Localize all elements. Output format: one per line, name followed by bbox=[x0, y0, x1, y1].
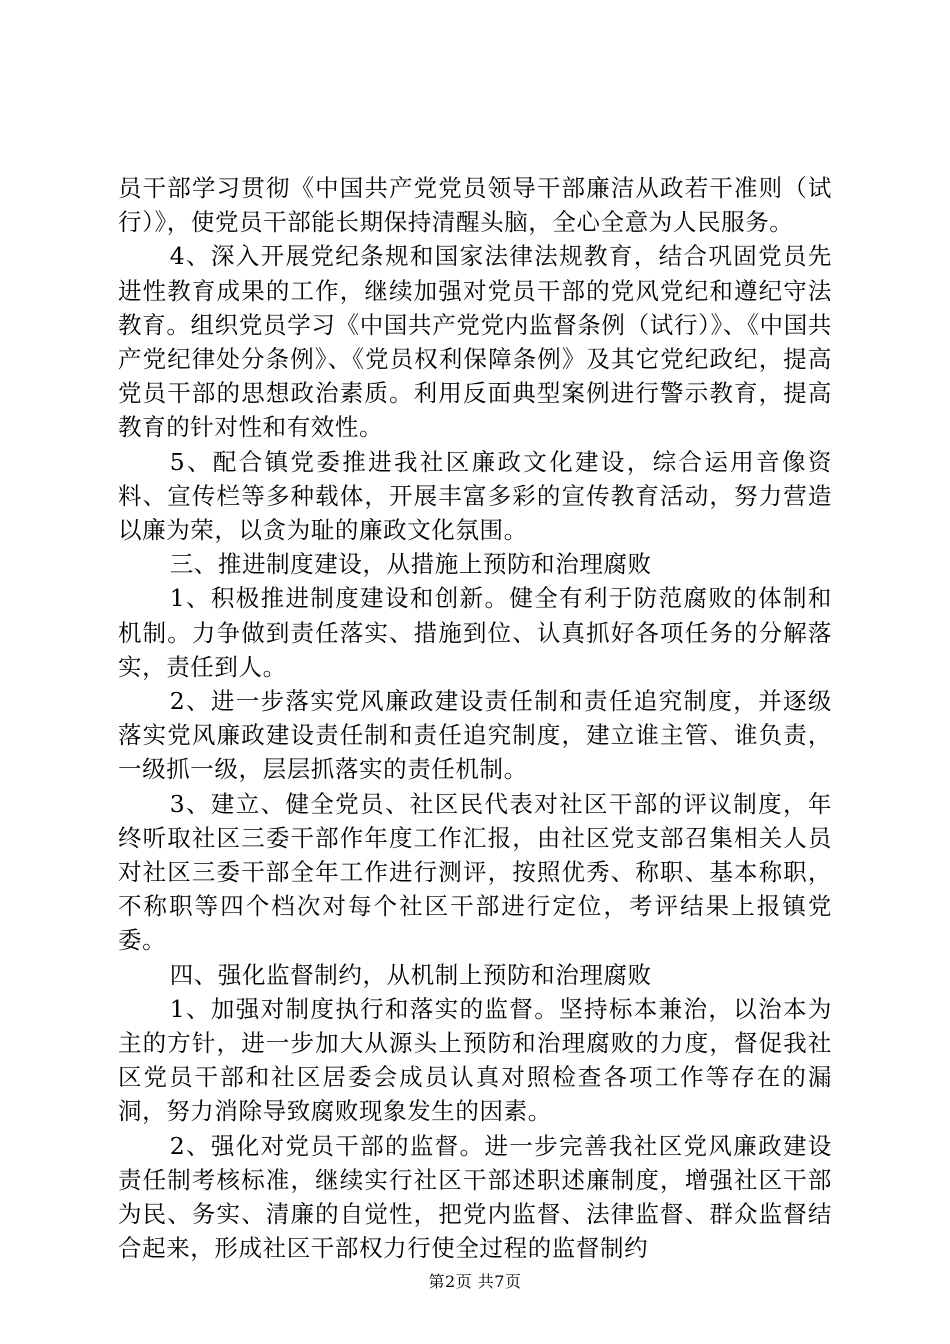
paragraph: 1、积极推进制度建设和创新。健全有利于防范腐败的体制和机制。力争做到责任落实、措施到位、认真抓好各项任务的分解落实，责任到人。 bbox=[118, 584, 832, 681]
paragraph: 3、建立、健全党员、社区民代表对社区干部的评议制度，年终听取社区三委干部作年度工作汇报，由社区党支部召集相关人员对社区三委干部全年工作进行测评，按照优秀、称职、基本称职，不称职等四个档次对每个社区干部进行定位，考评结果上报镇党委。 bbox=[118, 789, 832, 955]
paragraph: 1、加强对制度执行和落实的监督。坚持标本兼治，以治本为主的方针，进一步加大从源头上预防和治理腐败的力度，督促我社区党员干部和社区居委会成员认真对照检查各项工作等存在的漏洞，努力消除导致腐败现象发生的因素。 bbox=[118, 994, 832, 1126]
page-number-footer: 第2页 共7页 bbox=[428, 1272, 522, 1291]
section-heading: 三、推进制度建设，从措施上预防和治理腐败 bbox=[169, 550, 652, 579]
paragraph: 2、强化对党员干部的监督。进一步完善我社区党风廉政建设责任制考核标准，继续实行社区干部述职述廉制度，增强社区干部为民、务实、清廉的自觉性，把党内监督、法律监督、群众监督结合起来，形成社区干部权力行使全过程的监督制约 bbox=[118, 1131, 832, 1263]
document-body bbox=[118, 171, 832, 1266]
section-heading: 四、强化监督制约，从机制上预防和治理腐败 bbox=[169, 960, 652, 989]
paragraph: 5、配合镇党委推进我社区廉政文化建设，综合运用音像资料、宣传栏等多种载体，开展丰富多彩的宣传教育活动，努力营造以廉为荣，以贪为耻的廉政文化氛围。 bbox=[118, 447, 832, 545]
paragraph: 2、进一步落实党风廉政建设责任制和责任追究制度，并逐级落实党风廉政建设责任制和责任追究制度，建立谁主管、谁负责，一级抓一级，层层抓落实的责任机制。 bbox=[118, 687, 832, 784]
paragraph: 4、深入开展党纪条规和国家法律法规教育，结合巩固党员先进性教育成果的工作，继续加强对党员干部的党风党纪和遵纪守法教育。组织党员学习《中国共产党党内监督条例（试行）》、《中国共产党纪律处分条例》、《党员权利保障条例》及其它党纪政纪，提高党员干部的思想政治素质。利用反面典型案例进行警示教育，提高教育的针对性和有效性。 bbox=[118, 242, 832, 442]
paragraph: 员干部学习贯彻《中国共产党党员领导干部廉洁从政若干准则（试行）》，使党员干部能长期保持清醒头脑，全心全意为人民服务。 bbox=[118, 174, 832, 237]
